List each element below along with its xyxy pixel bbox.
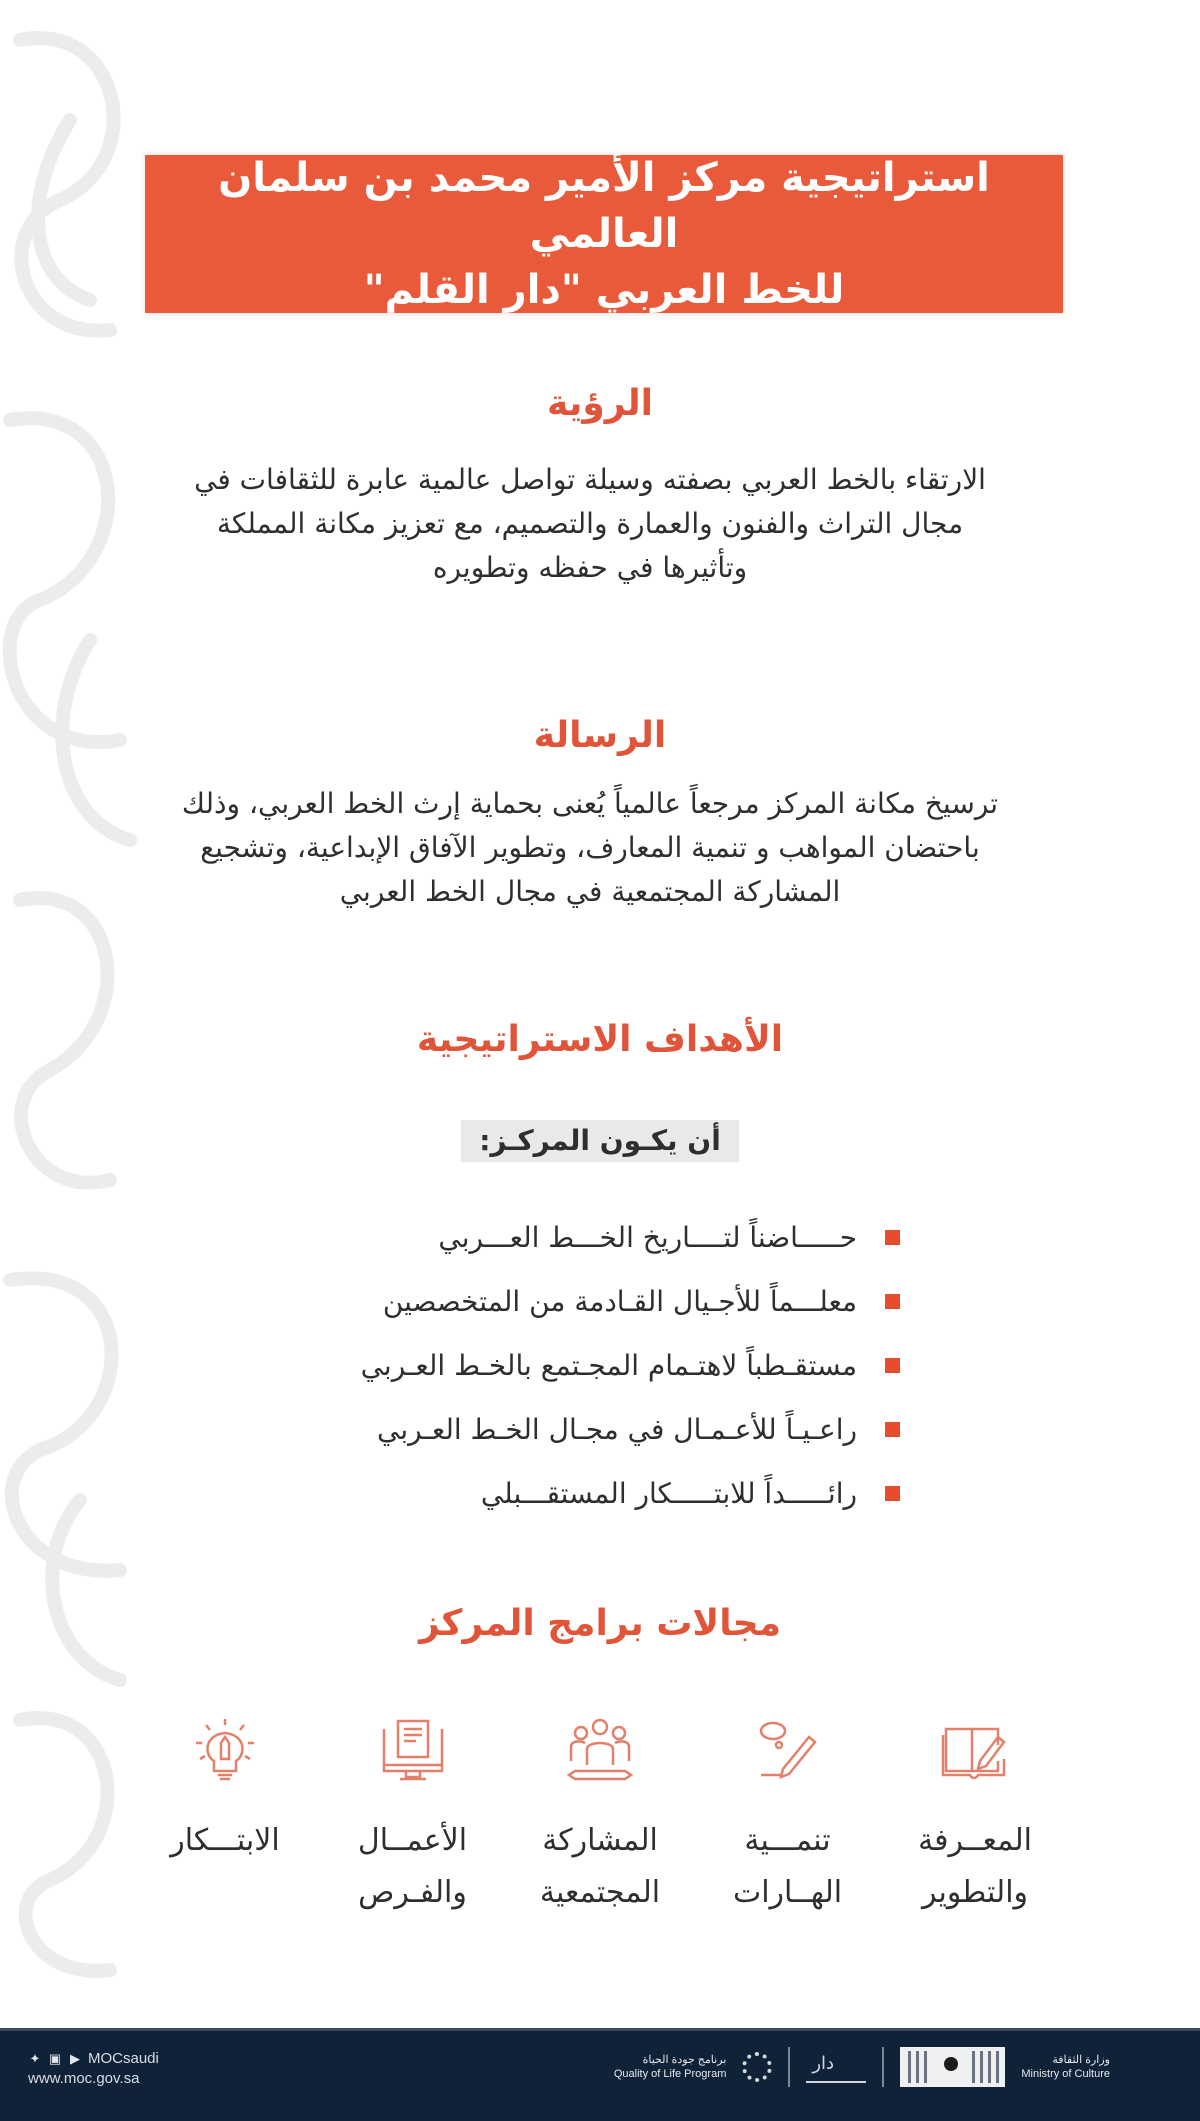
instagram-icon[interactable]: ▣ (48, 2051, 62, 2066)
program-label-line: المعــرفة (918, 1823, 1032, 1858)
program-label (358, 1815, 467, 1919)
program-label (733, 1815, 842, 1919)
social-handle[interactable]: MOCsaudi (88, 2050, 159, 2067)
goals-list (300, 1205, 900, 1525)
footer-logos (614, 2045, 1110, 2089)
computer-document-icon (378, 1715, 448, 1785)
goal-text: مستقـطباً لاهتـمام المجـتمع بالخـط العـربي (360, 1348, 857, 1382)
quality-of-life-logo-icon (742, 2052, 772, 2082)
program-community (525, 1745, 675, 1945)
program-label (170, 1815, 279, 1867)
program-business (338, 1745, 488, 1945)
dar-alqalam-logo-icon: دار (806, 2051, 866, 2083)
goal-text: راعـيـاً للأعـمـال في مجـال الخـط العـربي (377, 1412, 857, 1446)
programs-heading: مجالات برامج المركز (418, 1603, 781, 1644)
goal-item (300, 1269, 900, 1333)
program-innovation (150, 1745, 300, 1945)
youtube-icon[interactable]: ▶ (70, 2051, 80, 2066)
program-skills (713, 1745, 863, 1945)
lightbulb-pencil-icon (190, 1715, 260, 1785)
vision-line: مجال التراث والفنون والعمارة والتصميم، مع تعزيز مكانة المملكة (216, 507, 964, 540)
square-bullet-icon (885, 1422, 900, 1437)
mission-text (150, 782, 1030, 914)
program-label-line: والفـرص (358, 1875, 467, 1910)
program-label-line: الابتـــكار (170, 1823, 280, 1858)
program-label-line: المشاركة (542, 1823, 658, 1858)
vision-text (150, 458, 1030, 590)
program-label-line: تنمـــية (744, 1823, 831, 1858)
footer-bar (0, 2028, 1200, 2121)
title-line-1: استراتيجية مركز الأمير محمد بن سلمان العالمي (218, 155, 990, 257)
goal-text: رائـــــداً للابتـــــكار المستقـــبلي (480, 1476, 857, 1510)
mission-heading: الرسالة (533, 715, 667, 756)
goal-item (300, 1397, 900, 1461)
thought-pen-icon (753, 1715, 823, 1785)
program-label-line: المجتمعية (539, 1875, 661, 1910)
square-bullet-icon (885, 1486, 900, 1501)
mission-line: ترسيخ مكانة المركز مرجعاً عالمياً يُعنى بحماية إرث الخط العربي، وذلك (181, 787, 999, 820)
quality-of-life-program-name (614, 2053, 727, 2081)
title-banner (145, 155, 1063, 313)
vision-heading: الرؤية (547, 383, 653, 424)
program-label-line: الهــارات (732, 1875, 843, 1910)
community-group-icon (565, 1715, 635, 1785)
mission-line: باحتضان المواهب و تنمية المعارف، وتطوير الآفاق الإبداعية، وتشجيع (200, 831, 980, 864)
goal-item (300, 1461, 900, 1525)
website-link[interactable]: www.moc.gov.sa (28, 2070, 140, 2087)
vision-line: الارتقاء بالخط العربي بصفته وسيلة تواصل عالمية عابرة للثقافات في (194, 463, 986, 496)
program-label-line: الأعمــال (357, 1823, 468, 1858)
goal-item (300, 1333, 900, 1397)
square-bullet-icon (885, 1294, 900, 1309)
program-label (540, 1815, 660, 1919)
vision-line: وتأثيرها في حفظه وتطويره (432, 551, 748, 584)
ministry-of-culture-name (1021, 2053, 1110, 2081)
goal-text: حـــــاضناً لتــــاريخ الخـــط العـــربي (438, 1220, 857, 1254)
mission-line: المشاركة المجتمعية في مجال الخط العربي (339, 875, 841, 908)
social-row (28, 2049, 159, 2069)
book-pen-icon (940, 1715, 1010, 1785)
square-bullet-icon (885, 1230, 900, 1245)
goal-item (300, 1205, 900, 1269)
program-name-ar: برنامج جودة الحياة (642, 2054, 727, 2066)
twitter-icon[interactable]: ✦ (29, 2051, 41, 2066)
goals-heading: الأهداف الاستراتيجية (416, 1019, 784, 1060)
goals-intro-wrap (0, 1120, 1200, 1162)
goal-text: معلـــماً للأجـيال القـادمة من المتخصصين (382, 1284, 857, 1318)
logo-divider (788, 2047, 790, 2087)
ministry-of-culture-logo-icon (900, 2047, 1005, 2087)
logo-divider (882, 2047, 884, 2087)
title-line-2: للخط العربي "دار القلم" (363, 267, 845, 313)
program-knowledge (900, 1745, 1050, 1945)
square-bullet-icon (885, 1358, 900, 1373)
program-label-line: والتطوير (921, 1875, 1029, 1910)
calligraphy-background-decoration (0, 0, 160, 2010)
program-name-en: Quality of Life Program (613, 2068, 727, 2080)
ministry-name-ar: وزارة الثقافة (1052, 2054, 1110, 2066)
footer-contact (28, 2049, 159, 2089)
program-label (918, 1815, 1032, 1919)
programs-row (150, 1745, 1050, 1945)
goals-intro: أن يكـون المركـز: (461, 1120, 739, 1162)
ministry-name-en: Ministry of Culture (1021, 2068, 1110, 2080)
